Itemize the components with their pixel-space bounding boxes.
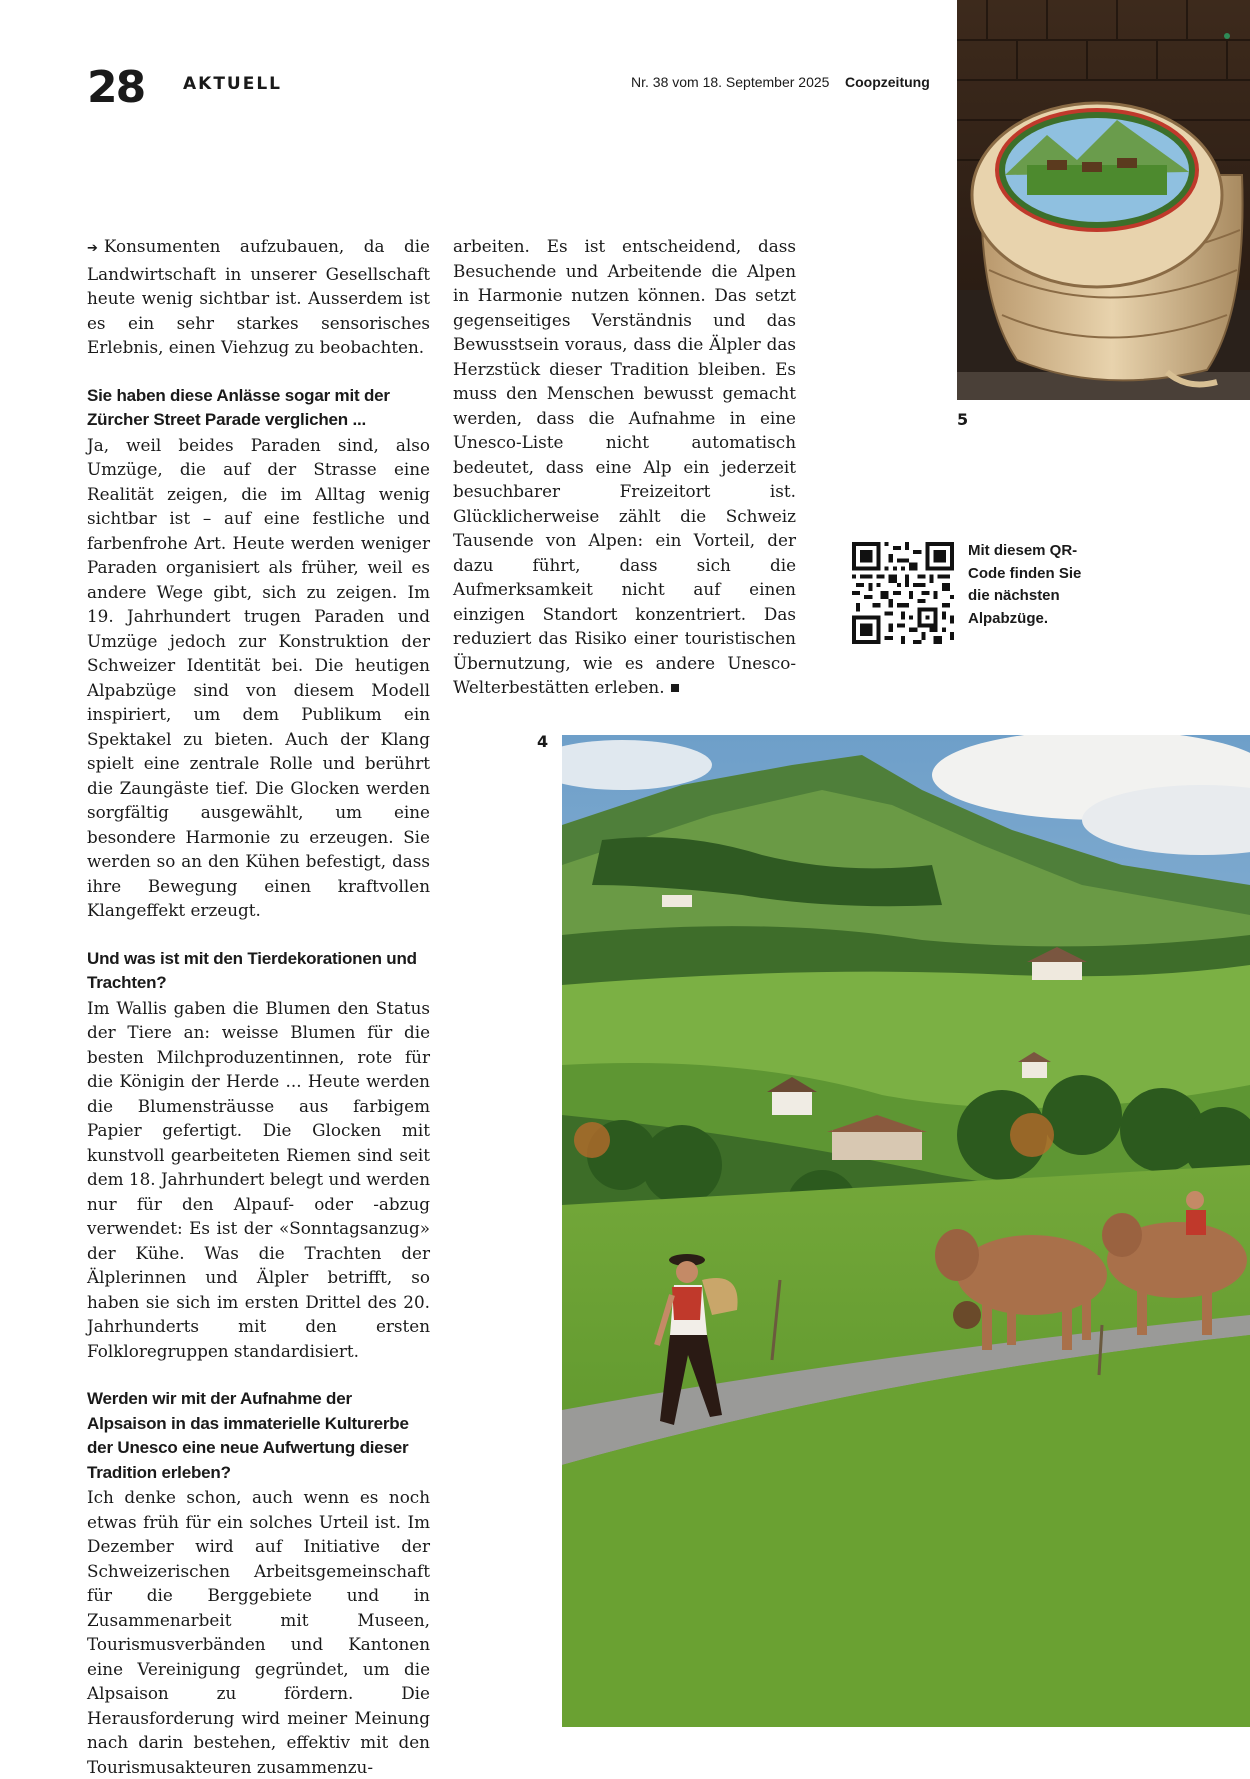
publication-name: Coopzeitung	[845, 74, 930, 90]
photo-caption-5: 5	[957, 410, 969, 429]
page-number: 28	[87, 62, 145, 113]
section-label: AKTUELL	[183, 74, 283, 94]
answer-paragraph: Ja, weil beides Paraden sind, also Umzüge, die auf der Strasse eine Realität zeigen, die im Alltag wenig sichtbar ist – auf eine festliche und farbenfrohe Art. Heute werden weniger Paraden organisiert als früher, weil es andere Wege gibt, sich zu zeigen. Im 19. Jahrhundert trugen Paraden und Umzüge jedoch zur Konstruktion der Schweizer Identität bei. Die heutigen Alpabzüge sind von diesem Modell inspiriert, um dem Publikum ein Spektakel zu bieten. Auch der Klang spielt eine zentrale Rolle und berührt die Zaungäste tief. Die Glocken werden sorgfältig ausgewählt, um eine besondere Harmonie zu erzeugen. Sie werden so an den Kühen befestigt, dass ihre Bewegung einen kraftvollen Klangeffekt erzeugt.	[87, 434, 430, 920]
paragraph: Konsumenten aufzubauen, da die Landwirtschaft in unserer Gesellschaft heute wenig sichtbar ist. Ausserdem ist es ein sehr starkes sensorisches Erlebnis, einen Viehzug zu beobachten.	[87, 236, 430, 357]
second-herdsman	[1186, 1191, 1206, 1235]
issue-date: Nr. 38 vom 18. September 2025	[631, 74, 830, 90]
answer-paragraph: Ich denke schon, auch wenn es noch etwas früh für ein solches Urteil ist. Im Dezember wird auf Initiative der Schweizerischen Arbeitsgemeinschaft für die Berggebiete und in Zusammenarbeit mit Museen, Tourismusverbänden und Kantonen eine Vereinigung gegründet, um die Alpsaison zu fördern. Die Herausforderung wird meiner Meinung nach darin bestehen, effektiv mit den Tourismusakteuren zusammenzu-	[87, 1487, 430, 1777]
continuation-arrow-icon: ➔	[87, 241, 98, 256]
photo-alpine-procession	[562, 735, 1250, 1727]
question-heading: Werden wir mit der Aufnahme der Alpsaison in das immaterielle Kulturerbe der Unesco eine neue Aufwertung dieser Tradition erleben?	[87, 1389, 409, 1482]
question-heading: Sie haben diese Anlässe sogar mit der Zürcher Street Parade verglichen ...	[87, 385, 390, 429]
photo-wooden-container	[957, 0, 1250, 400]
photo-caption-4: 4	[537, 732, 549, 751]
answer-paragraph: Im Wallis gaben die Blumen den Status der Tiere an: weisse Blumen für die besten Milchproduzentinnen, rote für die Königin der Herde ... Heute werden die Blumensträusse aus farbigem Papier gefertigt. Die Glocken mit kunstvoll gearbeiteten Riemen sind seit dem 18. Jahrhundert belegt und werden nur für den Alpauf- oder -abzug verwendet: Es ist der «Sonntagsanzug» der Kühe. Was die Trachten der Älplerinnen und Älpler betrifft, so haben sie sich im ersten Drittel des 20. Jahrhunderts mit den ersten Folkloregruppen standardisiert.	[87, 997, 430, 1361]
article-column-2	[453, 234, 796, 700]
alpine-landscape-illustration	[562, 735, 1250, 1727]
question-heading: Und was ist mit den Tierdekorationen und Trachten?	[87, 948, 417, 992]
article-column-1	[87, 234, 430, 1779]
paragraph: arbeiten. Es ist entscheidend, dass Besuchende und Arbeitende die Alpen in Harmonie nutzen können. Das setzt gegenseitiges Verständnis und das Bewusstsein voraus, dass die Älpler das Herzstück dieser Tradition bleiben. Es muss den Menschen bewusst gemacht werden, dass die Aufnahme in eine Unesco-Liste nicht automatisch bedeutet, dass eine Alp ein jederzeit besuchbarer Freizeitort ist. Glücklicherweise zählt die Schweiz Tausende von Alpen: ein Vorteil, der dazu führt, dass sich die Aufmerksamkeit nicht auf einen einzigen Standort konzentriert. Das reduziert das Risiko einer touristischen Übernutzung, wie es andere Unesco-Welterbestätten erleben.	[453, 236, 796, 697]
qr-code-caption: Mit diesem QR-Code finden Sie die nächsten Alpabzüge.	[968, 542, 1082, 627]
end-mark-icon	[671, 684, 679, 692]
wooden-container-illustration	[957, 0, 1250, 400]
qr-code[interactable]	[852, 542, 954, 644]
